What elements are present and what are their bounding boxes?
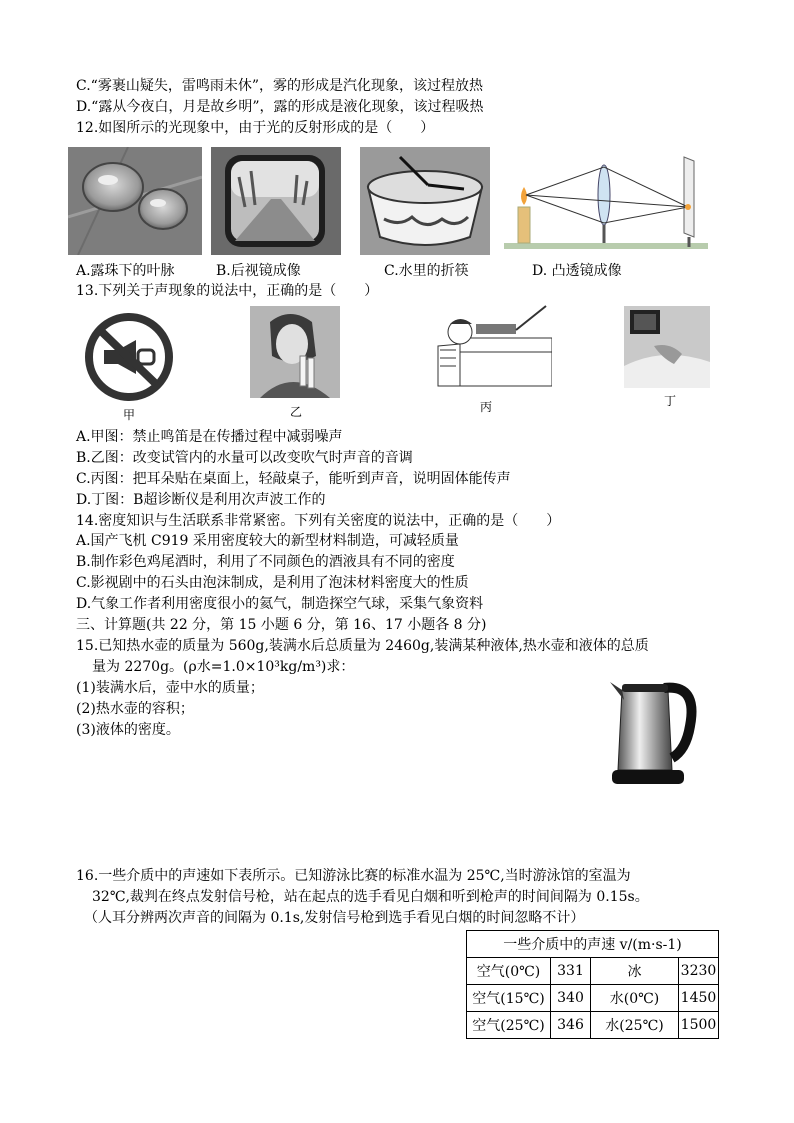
table-title: 一些介质中的声速 v/(m·s-1)	[467, 931, 719, 958]
q15-part2: (2)热水壶的容积；	[76, 701, 194, 717]
table-cell: 346	[551, 1012, 591, 1039]
ear-on-table-drawing	[416, 300, 552, 392]
q12-caption-b: B.后视镜成像	[216, 263, 301, 279]
option-c-prev: C.“雾裹山疑失，雷鸣雨未休”，雾的形成是汽化现象，该过程放热	[76, 78, 483, 94]
table-cell: 空气(0℃)	[467, 958, 551, 985]
convex-lens-diagram	[504, 147, 708, 255]
table-cell: 冰	[591, 958, 679, 985]
table-cell: 空气(25℃)	[467, 1012, 551, 1039]
chopstick-bowl-photo	[360, 147, 490, 255]
q13-option-d: D.丁图：B超诊断仪是利用次声波工作的	[76, 492, 326, 508]
table-cell: 1500	[679, 1012, 719, 1039]
q15-part3: (3)液体的密度。	[76, 722, 180, 738]
section-heading: 三、计算题(共 22 分，第 15 小题 6 分，第 16、17 小题各 8 分)	[76, 617, 487, 633]
q14-option-a: A.国产飞机 C919 采用密度较大的新型材料制造，可减轻质量	[76, 533, 459, 549]
q15-line1: 15.已知热水壶的质量为 560g,装满水后总质量为 2460g,装满某种液体,热水壶和液体的总质	[76, 638, 649, 654]
sound-speed-table	[466, 930, 719, 1039]
q16-line2: 32℃,裁判在终点发射信号枪，站在起点的选手看见白烟和听到枪声的时间间隔为 0.15s。	[92, 889, 649, 905]
table-cell: 水(25℃)	[591, 1012, 679, 1039]
electric-kettle-photo	[606, 670, 704, 788]
fig-label-jia: 甲	[123, 408, 136, 422]
q12-caption-a: A.露珠下的叶脉	[76, 263, 175, 279]
q13-option-c: C.丙图：把耳朵贴在桌面上，轻敲桌子，能听到声音，说明固体能传声	[76, 471, 511, 487]
table-row	[467, 985, 719, 1012]
q12-caption-c: C.水里的折筷	[384, 263, 469, 279]
q12-caption-d: D. 凸透镜成像	[532, 263, 622, 279]
b-ultrasound-photo	[624, 306, 710, 388]
q13-option-a: A.甲图：禁止鸣笛是在传播过程中减弱噪声	[76, 429, 343, 445]
q14-option-c: C.影视剧中的石头由泡沫制成，是利用了泡沫材料密度大的性质	[76, 575, 469, 591]
table-row	[467, 958, 719, 985]
q15-line2: 量为 2270g。(ρ水=1.0×10³kg/m³)求：	[92, 659, 355, 675]
table-row	[467, 1012, 719, 1039]
option-d-prev: D.“露从今夜白，月是故乡明”，露的形成是液化现象，该过程吸热	[76, 99, 484, 115]
table-cell: 水(0℃)	[591, 985, 679, 1012]
table-cell: 331	[551, 958, 591, 985]
q16-line1: 16.一些介质中的声速如下表所示。已知游泳比赛的标准水温为 25℃,当时游泳馆的室温为	[76, 868, 631, 884]
table-cell: 340	[551, 985, 591, 1012]
table-cell: 空气(15℃)	[467, 985, 551, 1012]
girl-blowing-testtube-photo	[250, 306, 340, 398]
fig-label-yi: 乙	[290, 405, 303, 419]
fig-label-ding: 丁	[664, 394, 677, 408]
no-honking-sign	[84, 312, 174, 402]
q14-option-d: D.气象工作者利用密度很小的氦气，制造探空气球，采集气象资料	[76, 596, 484, 612]
dewdrop-photo	[68, 147, 202, 255]
q12-stem: 12.如图所示的光现象中，由于光的反射形成的是（ ）	[76, 120, 435, 136]
table-cell: 1450	[679, 985, 719, 1012]
rearview-mirror-photo	[211, 147, 341, 255]
fig-label-bing: 丙	[480, 400, 493, 414]
q16-line3: （人耳分辨两次声音的间隔为 0.1s,发射信号枪到选手看见白烟的时间忽略不计）	[84, 910, 585, 926]
table-cell: 3230	[679, 958, 719, 985]
table-header-row	[467, 931, 719, 958]
q14-option-b: B.制作彩色鸡尾酒时，利用了不同颜色的酒液具有不同的密度	[76, 554, 455, 570]
q13-stem: 13.下列关于声现象的说法中，正确的是（ ）	[76, 283, 379, 299]
q14-stem: 14.密度知识与生活联系非常紧密。下列有关密度的说法中，正确的是（ ）	[76, 513, 561, 529]
q15-part1: (1)装满水后，壶中水的质量；	[76, 680, 264, 696]
q13-option-b: B.乙图：改变试管内的水量可以改变吹气时声音的音调	[76, 450, 413, 466]
